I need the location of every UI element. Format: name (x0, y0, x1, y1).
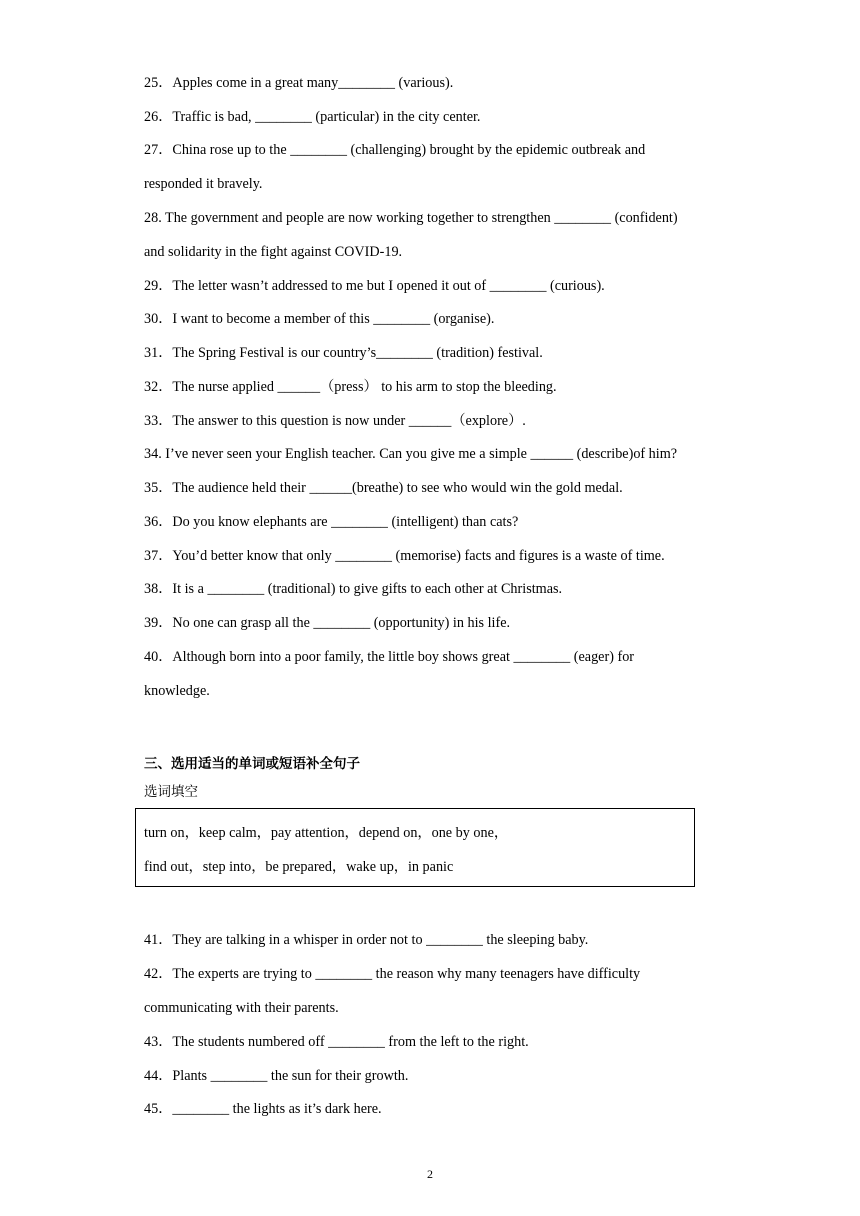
question-29: 29．The letter wasn’t addressed to me but I opened it out of ________ (curious). (144, 278, 605, 294)
word-bank-line: turn on，keep calm，pay attention，depend on，one by one， (144, 825, 509, 841)
word-bank-line: find out，step into，be prepared，wake up，in panic (144, 859, 454, 875)
question-42: 42．The experts are trying to ________ the reason why many teenagers have difficulty (144, 966, 641, 982)
question-35: 35．The audience held their ______(breathe) to see who would win the gold medal. (144, 480, 623, 496)
question-36: 36．Do you know elephants are ________ (intelligent) than cats? (144, 514, 519, 530)
question-39: 39．No one can grasp all the ________ (opportunity) in his life. (144, 615, 511, 631)
question-25: 25．Apples come in a great many________ (various). (144, 75, 454, 91)
question-27-cont: responded it bravely. (144, 176, 263, 192)
question-26: 26．Traffic is bad, ________ (particular) in the city center. (144, 109, 481, 125)
question-28-cont: and solidarity in the fight against COVID-19. (144, 244, 403, 260)
section-subtitle: 选词填空 (144, 784, 198, 800)
question-44: 44．Plants ________ the sun for their growth. (144, 1068, 409, 1084)
question-40-cont: knowledge. (144, 683, 210, 699)
question-41: 41．They are talking in a whisper in order not to ________ the sleeping baby. (144, 932, 589, 948)
question-40: 40．Although born into a poor family, the little boy shows great ________ (eager) for (144, 649, 635, 665)
question-42-cont: communicating with their parents. (144, 1000, 339, 1016)
question-33: 33．The answer to this question is now under ______（explore）. (144, 413, 526, 429)
word-bank-box (135, 808, 695, 887)
question-37: 37．You’d better know that only ________ (memorise) facts and figures is a waste of time. (144, 548, 665, 564)
question-30: 30．I want to become a member of this ________ (organise). (144, 311, 495, 327)
question-31: 31．The Spring Festival is our country’s________ (tradition) festival. (144, 345, 543, 361)
question-27: 27．China rose up to the ________ (challenging) brought by the epidemic outbreak and (144, 142, 646, 158)
question-32: 32．The nurse applied ______（press） to his arm to stop the bleeding. (144, 379, 557, 395)
question-28: 28. The government and people are now working together to strengthen ________ (confident) (144, 210, 678, 226)
question-43: 43．The students numbered off ________ from the left to the right. (144, 1034, 529, 1050)
question-38: 38．It is a ________ (traditional) to give gifts to each other at Christmas. (144, 581, 563, 597)
page-number: 2 (427, 1167, 433, 1181)
section-title: 三、选用适当的单词或短语补全句子 (144, 756, 360, 772)
question-34: 34. I’ve never seen your English teacher. Can you give me a simple ______ (describe)of him? (144, 446, 678, 462)
question-45: 45．________ the lights as it’s dark here. (144, 1101, 382, 1117)
